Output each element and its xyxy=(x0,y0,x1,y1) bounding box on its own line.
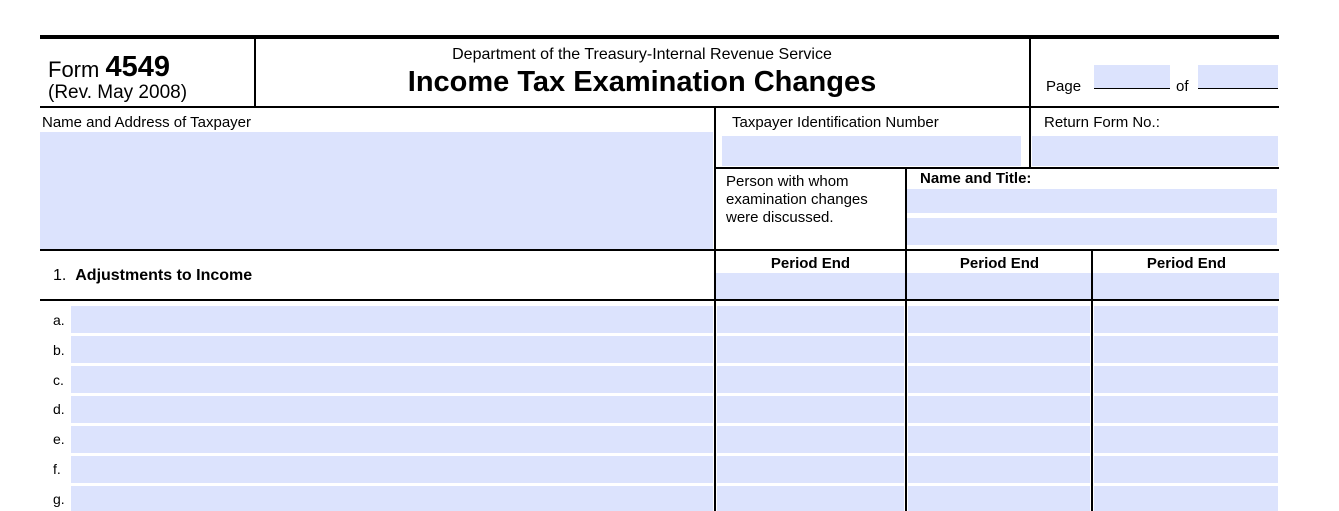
row-a-period-1[interactable] xyxy=(717,306,904,333)
department-line: Department of the Treasury-Internal Revenue Service xyxy=(452,46,832,63)
page-number-input[interactable] xyxy=(1094,65,1170,89)
period-end-header-2: Period End xyxy=(959,255,1040,272)
row-b-period-1[interactable] xyxy=(717,336,904,363)
row-e-period-2[interactable] xyxy=(908,426,1090,453)
taxpayer-bottom-rule xyxy=(40,249,1279,251)
row-d-description[interactable] xyxy=(71,396,713,423)
row-e-period-3[interactable] xyxy=(1094,426,1278,453)
row-letter-b: b. xyxy=(53,342,65,358)
period-end-input-3[interactable] xyxy=(1093,273,1279,299)
row-letter-f: f. xyxy=(53,461,61,477)
row-c-description[interactable] xyxy=(71,366,713,393)
header-divider-right xyxy=(1029,38,1031,108)
row-a-period-2[interactable] xyxy=(908,306,1090,333)
person-discussed-label: Person with whom examination changes were discussed. xyxy=(726,173,868,226)
row-g-period-2[interactable] xyxy=(908,486,1090,511)
section-number: 1. xyxy=(53,267,67,284)
row-f-period-1[interactable] xyxy=(717,456,904,483)
row-e-description[interactable] xyxy=(71,426,713,453)
period-end-input-2[interactable] xyxy=(907,273,1091,299)
name-title-field-2[interactable] xyxy=(907,218,1277,245)
row-g-period-1[interactable] xyxy=(717,486,904,511)
row-e-period-1[interactable] xyxy=(717,426,904,453)
tin-field[interactable] xyxy=(722,136,1021,166)
page-label: Page xyxy=(1046,78,1082,95)
of-label: of xyxy=(1176,78,1189,95)
row-f-period-3[interactable] xyxy=(1094,456,1278,483)
page-total-input[interactable] xyxy=(1198,65,1278,89)
row-letter-c: c. xyxy=(53,372,64,388)
taxpayer-divider-2 xyxy=(1029,108,1031,168)
row-b-period-2[interactable] xyxy=(908,336,1090,363)
row-letter-a: a. xyxy=(53,312,65,328)
row-d-period-2[interactable] xyxy=(908,396,1090,423)
form-revision: (Rev. May 2008) xyxy=(48,82,188,103)
form-number: 4549 xyxy=(105,51,170,83)
name-address-field[interactable] xyxy=(40,132,713,249)
row-d-period-1[interactable] xyxy=(717,396,904,423)
return-form-label: Return Form No.: xyxy=(1044,114,1160,131)
section-title: Adjustments to Income xyxy=(75,267,253,284)
taxpayer-divider-1 xyxy=(714,108,716,251)
section-1-label xyxy=(53,267,252,285)
row-b-period-3[interactable] xyxy=(1094,336,1278,363)
period-end-input-1[interactable] xyxy=(716,273,905,299)
header-bottom-rule xyxy=(40,106,1279,108)
row-letter-g: g. xyxy=(53,491,65,507)
period-col-divider-1 xyxy=(714,251,716,511)
row-c-period-3[interactable] xyxy=(1094,366,1278,393)
period-col-divider-3 xyxy=(1091,251,1093,511)
row-letter-e: e. xyxy=(53,431,65,447)
row-d-period-3[interactable] xyxy=(1094,396,1278,423)
return-form-field[interactable] xyxy=(1032,136,1278,166)
name-title-label: Name and Title: xyxy=(920,170,1032,187)
row-g-period-3[interactable] xyxy=(1094,486,1278,511)
top-rule xyxy=(40,35,1279,39)
form-title: Income Tax Examination Changes xyxy=(407,66,877,98)
row-c-period-2[interactable] xyxy=(908,366,1090,393)
period-end-header-1: Period End xyxy=(770,255,851,272)
form-word: Form 4549 xyxy=(48,51,170,83)
row-g-description[interactable] xyxy=(71,486,713,511)
row-a-period-3[interactable] xyxy=(1094,306,1278,333)
period-end-header-3: Period End xyxy=(1146,255,1227,272)
row-c-period-1[interactable] xyxy=(717,366,904,393)
name-address-label: Name and Address of Taxpayer xyxy=(42,114,252,131)
row-f-description[interactable] xyxy=(71,456,713,483)
tin-bottom-rule xyxy=(716,167,1279,169)
tin-label: Taxpayer Identification Number xyxy=(732,114,939,131)
row-a-description[interactable] xyxy=(71,306,713,333)
period-col-divider-2 xyxy=(905,251,907,511)
row-f-period-2[interactable] xyxy=(908,456,1090,483)
row-b-description[interactable] xyxy=(71,336,713,363)
adjustments-header-rule xyxy=(40,299,1279,301)
name-title-field-1[interactable] xyxy=(907,189,1277,213)
row-letter-d: d. xyxy=(53,401,65,417)
